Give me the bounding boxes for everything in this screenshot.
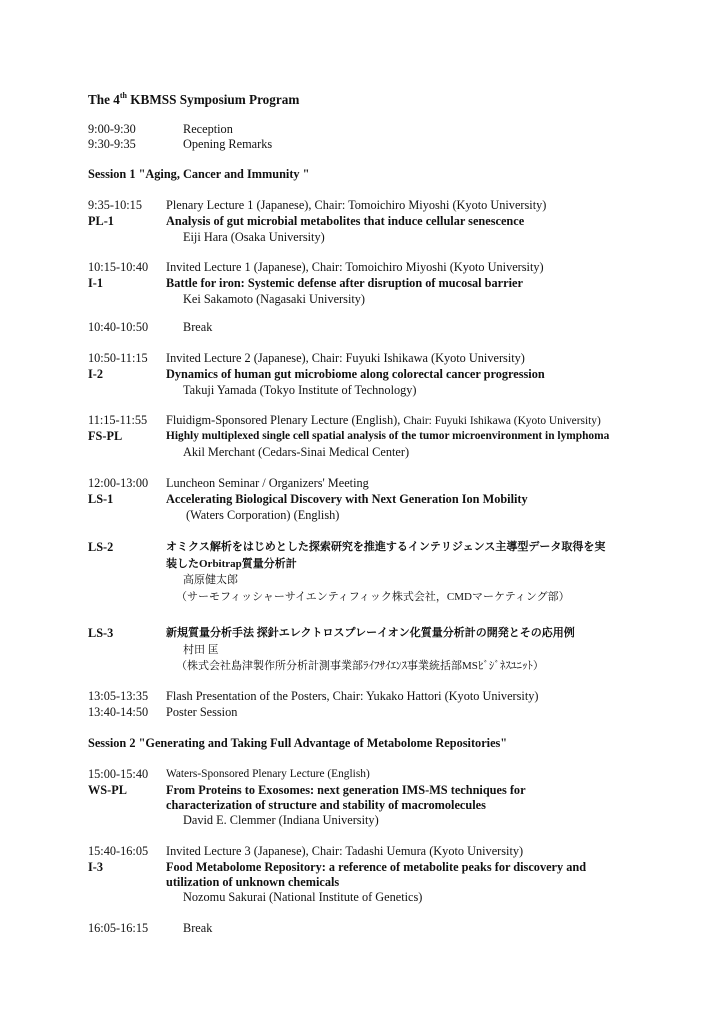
schedule-time: 12:00-13:00 <box>88 476 149 490</box>
lecture-header: Invited Lecture 2 (Japanese), Chair: Fuyuki Ishikawa (Kyoto University) <box>166 351 525 365</box>
lecture-code: LS-3 <box>88 626 114 640</box>
lecture-title: オミクス解析をはじめとした探索研究を推進するインテリジェンス主導型データ取得を実 <box>166 541 606 553</box>
lecture-code: WS-PL <box>88 783 127 797</box>
lecture-title: Analysis of gut microbial metabolites that induce cellular senescence <box>166 214 525 228</box>
lecture-title: Highly multiplexed single cell spatial analysis of the tumor microenvironment in lymphoma <box>166 430 610 442</box>
lecture-code: LS-1 <box>88 492 114 506</box>
schedule-item: Opening Remarks <box>183 137 273 151</box>
schedule-item: Break <box>183 921 213 935</box>
lecture-code: LS-2 <box>88 540 114 554</box>
lecture-speaker: (Waters Corporation) (English) <box>186 508 340 522</box>
lecture-speaker: Kei Sakamoto (Nagasaki University) <box>183 292 366 306</box>
lecture-code: PL-1 <box>88 214 114 228</box>
lecture-code: I-3 <box>88 860 104 874</box>
schedule-time: 9:00-9:30 <box>88 122 136 136</box>
lecture-speaker: Nozomu Sakurai (National Institute of Genetics) <box>183 890 423 904</box>
schedule-time: 15:40-16:05 <box>88 844 149 858</box>
session-1-heading: Session 1 "Aging, Cancer and Immunity " <box>88 167 310 181</box>
lecture-header: Waters-Sponsored Plenary Lecture (English) <box>166 768 370 780</box>
lecture-header: Plenary Lecture 1 (Japanese), Chair: Tomoichiro Miyoshi (Kyoto University) <box>166 198 547 212</box>
lecture-code: FS-PL <box>88 429 123 443</box>
lecture-title: Food Metabolome Repository: a reference of metabolite peaks for discovery and <box>166 860 587 874</box>
lecture-title: 新規質量分析手法 探針エレクトロスプレーイオン化質量分析計の開発とその応用例 <box>166 627 575 639</box>
lecture-title: utilization of unknown chemicals <box>166 875 340 889</box>
schedule-time: 13:40-14:50 <box>88 705 149 719</box>
lecture-title: Battle for iron: Systemic defense after disruption of mucosal barrier <box>166 276 523 290</box>
lecture-speaker: Akil Merchant (Cedars-Sinai Medical Center) <box>183 445 410 459</box>
schedule-time: 9:35-10:15 <box>88 198 142 212</box>
schedule-time: 9:30-9:35 <box>88 137 136 151</box>
lecture-speaker: Eiji Hara (Osaka University) <box>183 230 325 244</box>
lecture-affiliation: （サーモフィッシャーサイエンティフィック株式会社，CMDマーケティング部） <box>176 591 570 603</box>
lecture-code: I-2 <box>88 367 104 381</box>
lecture-title: Dynamics of human gut microbiome along colorectal cancer progression <box>166 367 545 381</box>
schedule-time: 13:05-13:35 <box>88 689 149 703</box>
program-title: The 4th KBMSS Symposium Program <box>88 90 300 107</box>
lecture-header: Luncheon Seminar / Organizers' Meeting <box>166 476 369 490</box>
schedule-time: 10:50-11:15 <box>88 351 148 365</box>
lecture-speaker: 高原健太郎 <box>183 574 238 586</box>
lecture-affiliation: （株式会社島津製作所分析計測事業部ﾗｲﾌｻｲｴﾝｽ事業統括部MSﾋﾞｼﾞﾈｽﾕﾆｯﾄ） <box>176 660 544 672</box>
schedule-time: 16:05-16:15 <box>88 921 149 935</box>
lecture-header: Invited Lecture 1 (Japanese), Chair: Tomoichiro Miyoshi (Kyoto University) <box>166 260 544 274</box>
lecture-title: Accelerating Biological Discovery with Next Generation Ion Mobility <box>166 492 528 506</box>
schedule-time: 10:15-10:40 <box>88 260 149 274</box>
schedule-time: 11:15-11:55 <box>88 413 148 427</box>
lecture-header: Fluidigm-Sponsored Plenary Lecture (English), Chair: Fuyuki Ishikawa (Kyoto University) <box>166 413 601 427</box>
schedule-item: Reception <box>183 122 233 136</box>
schedule-time: 15:00-15:40 <box>88 767 149 781</box>
lecture-code: I-1 <box>88 276 104 290</box>
lecture-header: Invited Lecture 3 (Japanese), Chair: Tadashi Uemura (Kyoto University) <box>166 844 524 858</box>
session-2-heading: Session 2 "Generating and Taking Full Advantage of Metabolome Repositories" <box>88 736 508 750</box>
lecture-speaker: 村田 匡 <box>183 644 219 656</box>
schedule-item: Break <box>183 320 213 334</box>
lecture-title: characterization of structure and stability of macromolecules <box>166 798 486 812</box>
lecture-speaker: Takuji Yamada (Tokyo Institute of Technology) <box>183 383 417 397</box>
schedule-item: Flash Presentation of the Posters, Chair: Yukako Hattori (Kyoto University) <box>166 689 539 703</box>
lecture-title: From Proteins to Exosomes: next generation IMS-MS techniques for <box>166 783 526 797</box>
schedule-item: Poster Session <box>166 705 238 719</box>
lecture-speaker: David E. Clemmer (Indiana University) <box>183 813 379 827</box>
schedule-time: 10:40-10:50 <box>88 320 149 334</box>
lecture-title: 装したOrbitrap質量分析計 <box>166 558 297 570</box>
